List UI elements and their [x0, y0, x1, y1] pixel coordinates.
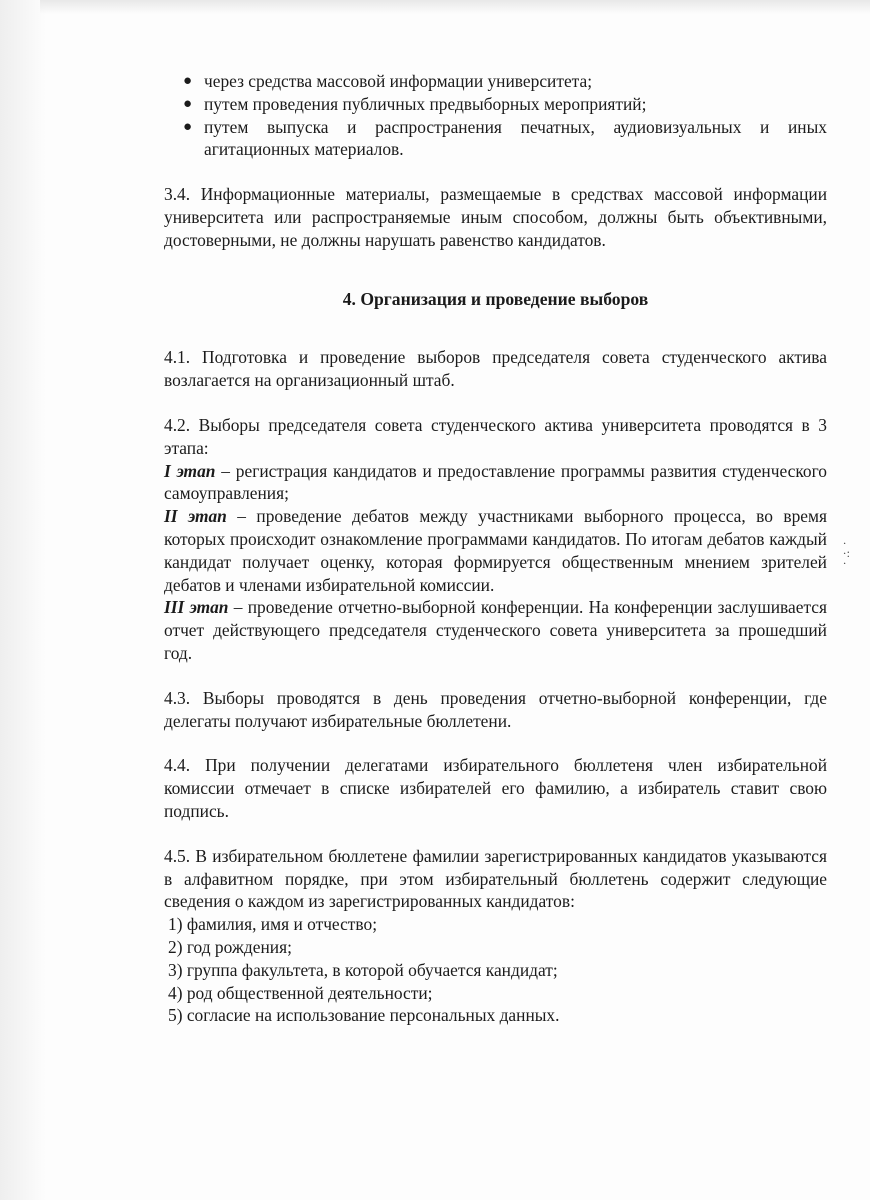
- bullet-item: [164, 116, 827, 162]
- stage-3: [164, 596, 827, 664]
- bullet-icon: ●: [183, 95, 193, 112]
- bullet-text: через средства массовой информации университета;: [204, 71, 593, 91]
- stage-3-text: – проведение отчетно-выборной конференции. На конференции заслушивается отчет действующего председателя студенческого совета университета за прошедший год.: [164, 597, 827, 663]
- bullet-icon: ●: [183, 73, 193, 89]
- page-edge-shadow-left: [0, 0, 46, 1200]
- paragraph-4-2-intro: 4.2. Выборы председателя совета студенческого актива университета проводятся в 3 этапа:: [164, 414, 827, 458]
- stage-2: [164, 505, 827, 596]
- bullet-list: [164, 70, 827, 161]
- candidate-field-item: 4) род общественной деятельности;: [168, 982, 433, 1003]
- paragraph-4-5-intro: 4.5. В избирательном бюллетене фамилии зарегистрированных кандидатов указываются в алфавитном порядке, при этом избирательный бюллетень содержит следующие сведения о каждом из зарегистрированных кандидатов:: [164, 845, 827, 912]
- scan-speck: · ·: ·: [842, 536, 850, 570]
- paragraph-4-3: 4.3. Выборы проводятся в день проведения отчетно-выборной конференции, где делегаты получают избирательные бюллетени.: [164, 687, 827, 731]
- stage-1-text: – регистрация кандидатов и предоставление программы развития студенческого самоуправления;: [164, 460, 828, 504]
- section-title: 4. Организация и проведение выборов: [342, 288, 649, 309]
- paragraph-4-5: [164, 845, 827, 1027]
- stage-2-text: – проведение дебатов между участниками выборного процесса, во время которых происходит ознакомление программами кандидатов. По итогам дебатов каждый кандидат получает оценку, которая формируется общественным мнением зрителей дебатов и членами избирательной комиссии.: [164, 506, 827, 595]
- stage-3-label: III этап: [164, 597, 229, 618]
- candidate-field-item: 1) фамилия, имя и отчество;: [168, 914, 378, 935]
- bullet-text: путем проведения публичных предвыборных мероприятий;: [204, 93, 647, 114]
- bullet-item: [164, 70, 827, 93]
- stage-1: [164, 460, 827, 506]
- candidate-field-item: 3) группа факультета, в которой обучается кандидат;: [168, 959, 558, 980]
- page-edge-shadow-top: [40, 0, 870, 14]
- paragraph-3-4: 3.4. Информационные материалы, размещаемые в средствах массовой информации университета или распространяемые иным способом, должны быть объективными, достоверными, не должны нарушать равенство кандидатов.: [164, 184, 827, 250]
- bullet-text: путем выпуска и распространения печатных, аудиовизуальных и иных агитационных материалов.: [204, 116, 827, 160]
- paragraph-4-2: [164, 414, 827, 665]
- paragraph-4-4: 4.4. При получении делегатами избирательного бюллетеня член избирательной комиссии отмечает в списке избирателей его фамилию, а избиратель ставит свою подпись.: [164, 755, 827, 821]
- candidate-field-item: 2) год рождения;: [168, 936, 292, 957]
- candidate-field-item: 5) согласие на использование персональных данных.: [168, 1005, 560, 1026]
- document-body: [164, 70, 827, 1027]
- paragraph-4-1: 4.1. Подготовка и проведение выборов председателя совета студенческого актива возлагается на организационный штаб.: [164, 347, 827, 391]
- stage-1-label: I этап: [164, 460, 216, 481]
- bullet-item: [164, 93, 827, 116]
- bullet-icon: ●: [183, 118, 193, 135]
- stage-2-label: II этап: [164, 506, 227, 527]
